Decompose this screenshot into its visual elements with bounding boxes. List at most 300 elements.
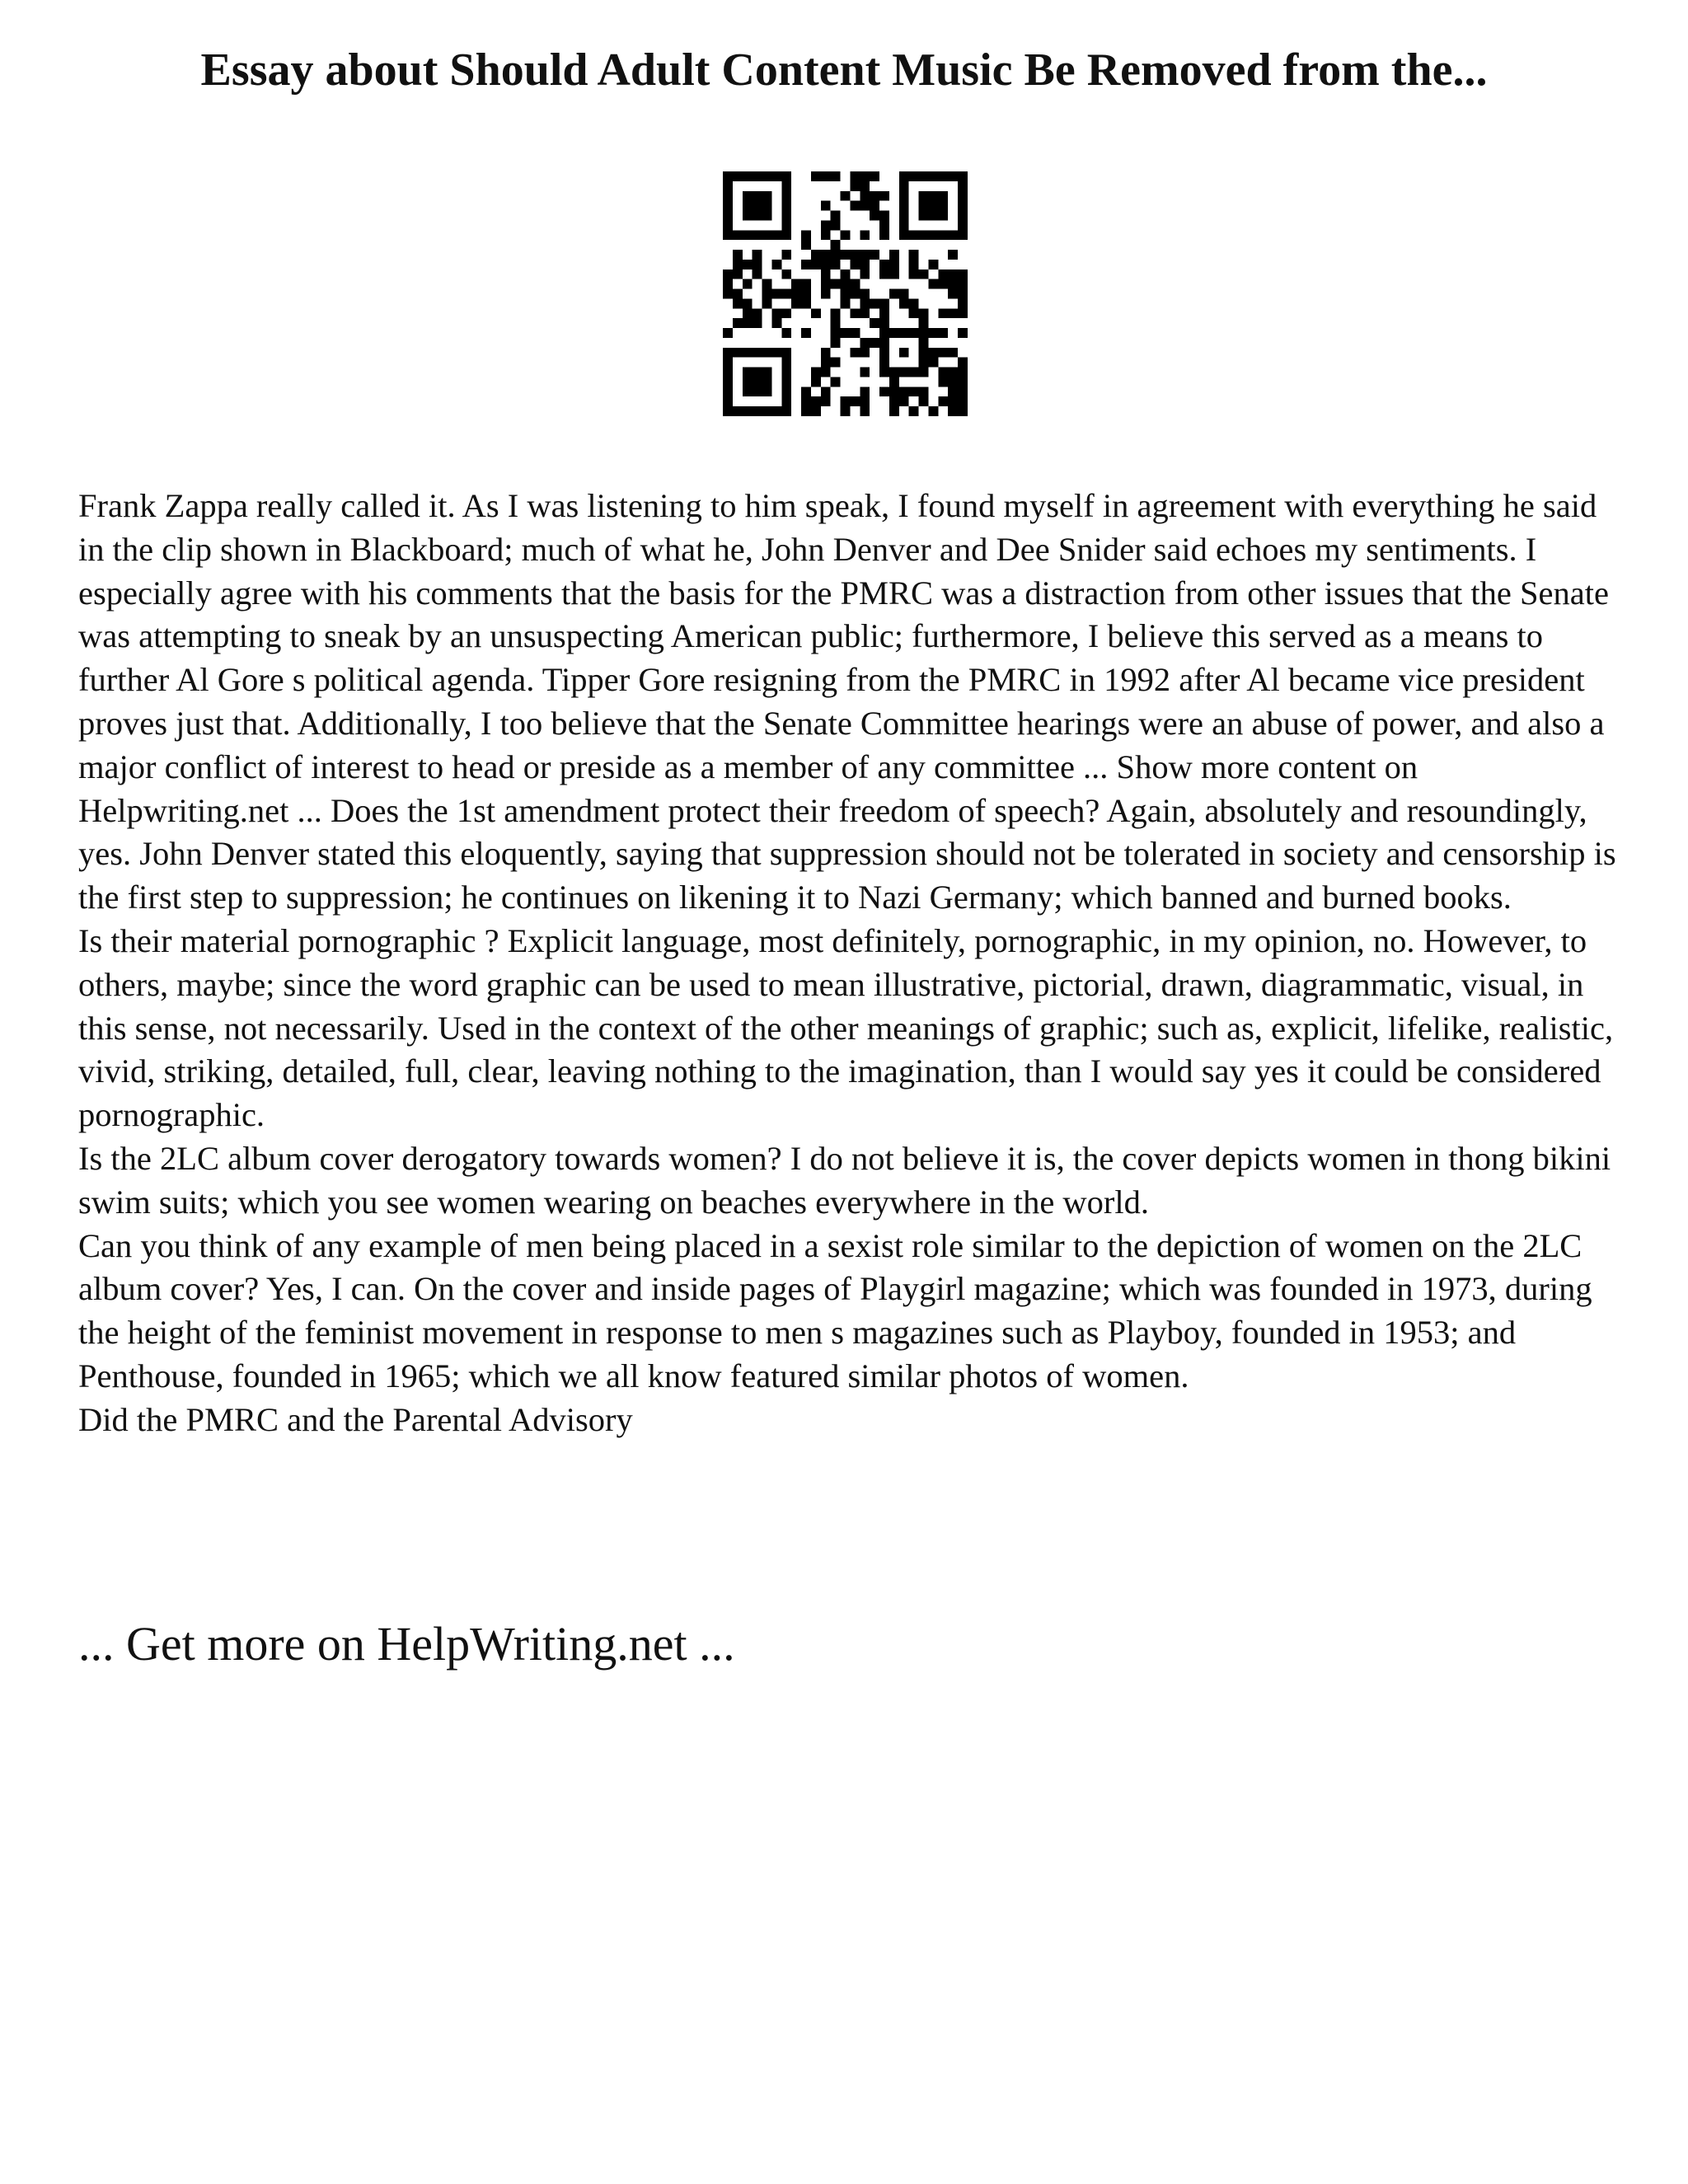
qr-module: [919, 328, 929, 338]
qr-module: [762, 201, 772, 211]
get-more-link[interactable]: ... Get more on HelpWriting.net ...: [78, 1617, 735, 1671]
qr-module: [958, 298, 968, 308]
qr-module: [928, 358, 938, 368]
qr-module: [860, 406, 870, 416]
qr-module: [958, 171, 968, 181]
qr-module: [781, 328, 791, 338]
qr-module: [743, 201, 753, 211]
qr-module: [801, 279, 811, 289]
qr-module: [753, 269, 762, 279]
qr-module: [723, 368, 733, 377]
qr-module: [958, 220, 968, 230]
qr-module: [860, 171, 870, 181]
qr-module: [762, 191, 772, 201]
qr-module: [771, 171, 781, 181]
qr-module: [899, 396, 909, 406]
qr-module: [899, 348, 909, 358]
qr-module: [899, 181, 909, 191]
qr-module: [762, 368, 772, 377]
qr-module: [919, 396, 929, 406]
qr-module: [909, 308, 919, 318]
qr-module: [762, 387, 772, 396]
qr-module: [889, 289, 899, 299]
qr-module: [860, 387, 870, 396]
qr-module: [919, 348, 929, 358]
qr-module: [743, 171, 753, 181]
qr-module: [909, 269, 919, 279]
qr-module: [762, 230, 772, 240]
qr-module: [831, 279, 841, 289]
qr-module: [831, 308, 841, 318]
qr-module: [723, 230, 733, 240]
qr-module: [733, 260, 743, 269]
qr-module: [733, 298, 743, 308]
qr-module: [781, 308, 791, 318]
qr-module: [753, 191, 762, 201]
qr-module: [762, 289, 772, 299]
qr-module: [850, 289, 860, 299]
qr-module: [879, 348, 889, 358]
qr-module: [948, 368, 958, 377]
qr-module: [899, 387, 909, 396]
qr-module: [781, 191, 791, 201]
qr-module: [850, 279, 860, 289]
qr-module: [841, 298, 851, 308]
qr-module: [919, 358, 929, 368]
qr-module: [753, 211, 762, 221]
qr-module: [771, 348, 781, 358]
qr-module: [831, 220, 841, 230]
qr-module: [938, 308, 948, 318]
qr-module: [899, 328, 909, 338]
qr-module: [919, 201, 929, 211]
qr-module: [821, 260, 831, 269]
qr-module: [938, 377, 948, 387]
qr-module: [860, 250, 870, 260]
paragraph: Can you think of any example of men being placed in a sexist role similar to the depiction of women on the 2LC album cover? Yes, I can. On the cover and inside pages of Playgirl magazine; which was founded in 1973, during the height of the feminist movement in response to men s magazines such as Playboy, founded in 1953; and Penthouse, founded in 1965; which we all know featured similar photos of women.: [78, 1226, 1592, 1394]
qr-module: [801, 387, 811, 396]
qr-module: [948, 348, 958, 358]
qr-module: [753, 368, 762, 377]
qr-module: [831, 171, 841, 181]
qr-module: [899, 220, 909, 230]
qr-module: [879, 298, 889, 308]
qr-module: [753, 171, 762, 181]
qr-module: [948, 308, 958, 318]
qr-module: [879, 191, 889, 201]
qr-module: [801, 289, 811, 299]
qr-module: [771, 308, 781, 318]
qr-module: [938, 191, 948, 201]
qr-module: [831, 260, 841, 269]
qr-module: [781, 348, 791, 358]
qr-module: [860, 368, 870, 377]
paragraph: Is their material pornographic ? Explicit language, most definitely, pornographic, in my opinion, no. However, to others, maybe; since the word graphic can be used to mean illustrative, pictorial, drawn, diagrammatic, visual, in this sense, not necessarily. Used in the context of the other meanings of graphic; such as, explicit, lifelike, realistic, vivid, striking, detailed, full, clear, leaving nothing to the imagination, than I would say yes it could be considered pornographic.: [78, 921, 1614, 1134]
qr-module: [870, 211, 879, 221]
qr-module: [762, 377, 772, 387]
qr-module: [762, 279, 772, 289]
qr-module: [919, 338, 929, 348]
qr-module: [733, 318, 743, 328]
qr-module: [821, 368, 831, 377]
qr-module: [743, 211, 753, 221]
qr-module: [743, 230, 753, 240]
qr-module: [889, 368, 899, 377]
qr-module: [733, 289, 743, 299]
qr-module: [831, 250, 841, 260]
qr-module: [909, 406, 919, 416]
qr-module: [879, 358, 889, 368]
qr-module: [958, 181, 968, 191]
qr-module: [743, 387, 753, 396]
qr-module: [909, 298, 919, 308]
qr-module: [821, 220, 831, 230]
qr-module: [753, 377, 762, 387]
qr-module: [889, 387, 899, 396]
qr-module: [958, 377, 968, 387]
qr-module: [919, 191, 929, 201]
qr-module: [938, 368, 948, 377]
qr-module: [781, 181, 791, 191]
qr-module: [801, 406, 811, 416]
qr-module: [743, 298, 753, 308]
qr-module: [860, 396, 870, 406]
qr-module: [879, 368, 889, 377]
qr-module: [753, 318, 762, 328]
qr-module: [879, 318, 889, 328]
qr-module: [948, 396, 958, 406]
qr-module: [958, 230, 968, 240]
qr-module: [841, 328, 851, 338]
qr-module: [860, 191, 870, 201]
qr-module: [860, 260, 870, 269]
qr-module: [928, 211, 938, 221]
qr-module: [850, 396, 860, 406]
qr-module: [762, 298, 772, 308]
qr-module: [870, 250, 879, 260]
qr-module: [938, 230, 948, 240]
qr-module: [723, 377, 733, 387]
qr-module: [781, 269, 791, 279]
qr-module: [821, 348, 831, 358]
qr-module: [821, 279, 831, 289]
qr-module: [958, 328, 968, 338]
qr-module: [899, 171, 909, 181]
qr-module: [771, 230, 781, 240]
qr-module: [733, 250, 743, 260]
qr-module: [938, 171, 948, 181]
qr-module: [771, 406, 781, 416]
qr-module: [899, 230, 909, 240]
qr-module: [958, 211, 968, 221]
qr-module: [771, 289, 781, 299]
qr-module: [831, 338, 841, 348]
qr-module: [723, 220, 733, 230]
qr-module: [821, 250, 831, 260]
qr-module: [723, 191, 733, 201]
qr-module: [723, 269, 733, 279]
qr-module: [860, 308, 870, 318]
qr-module: [919, 387, 929, 396]
qr-module: [879, 338, 889, 348]
qr-module: [723, 328, 733, 338]
qr-module: [753, 230, 762, 240]
qr-module: [948, 279, 958, 289]
qr-module: [889, 328, 899, 338]
qr-module: [841, 191, 851, 201]
qr-module: [899, 298, 909, 308]
qr-module: [811, 171, 821, 181]
qr-module: [928, 171, 938, 181]
qr-module: [743, 377, 753, 387]
qr-module: [841, 396, 851, 406]
qr-module: [850, 260, 860, 269]
qr-module: [723, 387, 733, 396]
qr-module: [781, 250, 791, 260]
qr-module: [938, 328, 948, 338]
qr-module: [753, 260, 762, 269]
qr-module: [919, 269, 929, 279]
qr-module: [743, 279, 753, 289]
qr-module: [841, 230, 851, 240]
qr-module: [743, 368, 753, 377]
qr-module: [919, 308, 929, 318]
qr-module: [743, 318, 753, 328]
qr-module: [909, 260, 919, 269]
qr-module: [753, 308, 762, 318]
qr-module: [762, 211, 772, 221]
qr-module: [791, 279, 801, 289]
qr-module: [811, 377, 821, 387]
qr-module: [781, 220, 791, 230]
qr-module: [723, 348, 733, 358]
qr-module: [781, 387, 791, 396]
qr-module: [860, 348, 870, 358]
qr-module: [958, 368, 968, 377]
qr-module: [948, 171, 958, 181]
qr-module: [811, 368, 821, 377]
qr-module: [831, 358, 841, 368]
qr-module: [831, 240, 841, 250]
qr-module: [781, 368, 791, 377]
qr-module: [841, 269, 851, 279]
qr-module: [850, 328, 860, 338]
qr-module: [928, 348, 938, 358]
qr-module: [938, 201, 948, 211]
qr-module: [948, 269, 958, 279]
qr-module: [791, 298, 801, 308]
qr-module: [753, 201, 762, 211]
qr-module: [909, 368, 919, 377]
qr-module: [801, 240, 811, 250]
qr-module: [909, 250, 919, 260]
qr-module: [723, 279, 733, 289]
qr-module: [850, 308, 860, 318]
qr-module: [811, 406, 821, 416]
qr-module: [723, 171, 733, 181]
qr-module: [879, 308, 889, 318]
qr-module: [919, 318, 929, 328]
qr-module: [928, 279, 938, 289]
qr-module: [860, 181, 870, 191]
qr-module: [938, 279, 948, 289]
qr-module: [889, 250, 899, 260]
qr-module: [928, 230, 938, 240]
qr-module: [821, 171, 831, 181]
qr-module: [870, 191, 879, 201]
qr-module: [781, 211, 791, 221]
qr-module: [948, 250, 958, 260]
qr-module: [753, 250, 762, 260]
qr-module: [723, 201, 733, 211]
qr-module: [762, 171, 772, 181]
qr-module: [899, 211, 909, 221]
qr-module: [889, 406, 899, 416]
qr-module: [831, 318, 841, 328]
qr-module: [723, 406, 733, 416]
qr-module: [791, 289, 801, 299]
qr-module: [958, 269, 968, 279]
qr-module: [723, 358, 733, 368]
qr-module: [948, 387, 958, 396]
qr-module: [948, 289, 958, 299]
qr-module: [733, 230, 743, 240]
qr-module: [870, 298, 879, 308]
qr-module: [753, 406, 762, 416]
qr-module: [811, 308, 821, 318]
qr-module: [879, 387, 889, 396]
qr-module: [899, 368, 909, 377]
qr-module: [889, 260, 899, 269]
qr-module: [821, 289, 831, 299]
qr-module: [938, 269, 948, 279]
qr-module: [899, 289, 909, 299]
qr-module: [879, 230, 889, 240]
qr-module: [860, 230, 870, 240]
qr-module: [850, 201, 860, 211]
qr-module: [850, 348, 860, 358]
qr-module: [781, 358, 791, 368]
qr-module: [919, 230, 929, 240]
paragraph: Is the 2LC album cover derogatory towards women? I do not believe it is, the cover depicts women in thong bikini swim suits; which you see women wearing on beaches everywhere in the world.: [78, 1139, 1611, 1221]
qr-module: [733, 348, 743, 358]
paragraph: Frank Zappa really called it. As I was listening to him speak, I found myself in agreement with everything he said in the clip shown in Blackboard; much of what he, John Denver and Dee Snider said echoes my sentiments. I especially agree with his comments that the basis for the PMRC was a distraction from other issues that the Senate was attempting to sneak by an unsuspecting American public; furthermore, I believe this served as a means to further Al Gore s political agenda. Tipper Gore resigning from the PMRC in 1992 after Al became vice president proves just that. Additionally, I too believe that the Senate Committee hearings were an abuse of power, and also a major conflict of interest to head or preside as a member of any committee ... Show more content on Helpwriting.net ... Does the 1st amendment protect their freedom of speech? Again, absolutely and resoundingly, yes. John Denver stated this eloquently, saying that suppression should not be tolerated in society and censorship is the first step to suppression; he continues on likening it to Nazi Germany; which banned and burned books.: [78, 487, 1616, 916]
qr-module: [958, 308, 968, 318]
qr-module: [899, 201, 909, 211]
qr-module: [821, 387, 831, 396]
qr-module: [811, 260, 821, 269]
qr-module: [781, 289, 791, 299]
qr-module: [860, 201, 870, 211]
qr-module: [870, 338, 879, 348]
qr-module: [781, 396, 791, 406]
qr-module: [958, 279, 968, 289]
qr-module: [928, 201, 938, 211]
qr-module: [781, 406, 791, 416]
qr-module: [899, 191, 909, 201]
qr-module: [919, 171, 929, 181]
qr-module: [723, 396, 733, 406]
qr-module: [958, 396, 968, 406]
qr-code-icon: [723, 171, 968, 416]
qr-module: [860, 298, 870, 308]
qr-module: [743, 348, 753, 358]
qr-code-graphic: [723, 171, 968, 416]
qr-module: [771, 260, 781, 269]
qr-module: [841, 250, 851, 260]
qr-module: [850, 171, 860, 181]
qr-module: [723, 181, 733, 191]
qr-module: [948, 377, 958, 387]
qr-module: [753, 387, 762, 396]
qr-module: [860, 338, 870, 348]
qr-module: [928, 191, 938, 201]
qr-module: [870, 201, 879, 211]
qr-module: [733, 171, 743, 181]
qr-module: [928, 328, 938, 338]
qr-module: [919, 368, 929, 377]
qr-module: [801, 328, 811, 338]
qr-module: [860, 289, 870, 299]
qr-module: [801, 298, 811, 308]
qr-module: [781, 230, 791, 240]
qr-module: [879, 269, 889, 279]
qr-module: [850, 181, 860, 191]
qr-module: [811, 250, 821, 260]
qr-module: [958, 406, 968, 416]
qr-module: [743, 191, 753, 201]
qr-module: [938, 396, 948, 406]
qr-module: [958, 289, 968, 299]
qr-module: [870, 318, 879, 328]
qr-module: [781, 377, 791, 387]
paragraph: Did the PMRC and the Parental Advisory: [78, 1400, 633, 1438]
qr-module: [909, 171, 919, 181]
qr-module: [733, 406, 743, 416]
qr-module: [821, 230, 831, 240]
qr-module: [958, 358, 968, 368]
qr-module: [889, 377, 899, 387]
qr-module: [811, 396, 821, 406]
qr-module: [928, 260, 938, 269]
qr-module: [841, 289, 851, 299]
qr-module: [821, 358, 831, 368]
qr-module: [743, 308, 753, 318]
qr-module: [889, 269, 899, 279]
qr-module: [909, 328, 919, 338]
qr-module: [733, 269, 743, 279]
qr-module: [821, 396, 831, 406]
qr-module: [909, 387, 919, 396]
qr-module: [879, 220, 889, 230]
qr-module: [879, 260, 889, 269]
qr-module: [850, 250, 860, 260]
qr-module: [753, 348, 762, 358]
qr-module: [919, 211, 929, 221]
qr-module: [762, 348, 772, 358]
qr-module: [723, 289, 733, 299]
qr-module: [870, 171, 879, 181]
qr-module: [879, 328, 889, 338]
qr-module: [860, 269, 870, 279]
qr-module: [928, 406, 938, 416]
qr-module: [948, 406, 958, 416]
document-title: Essay about Should Adult Content Music Be Removed from the...: [200, 45, 1488, 96]
qr-module: [831, 328, 841, 338]
qr-module: [958, 191, 968, 201]
qr-module: [781, 171, 791, 181]
qr-module: [771, 318, 781, 328]
